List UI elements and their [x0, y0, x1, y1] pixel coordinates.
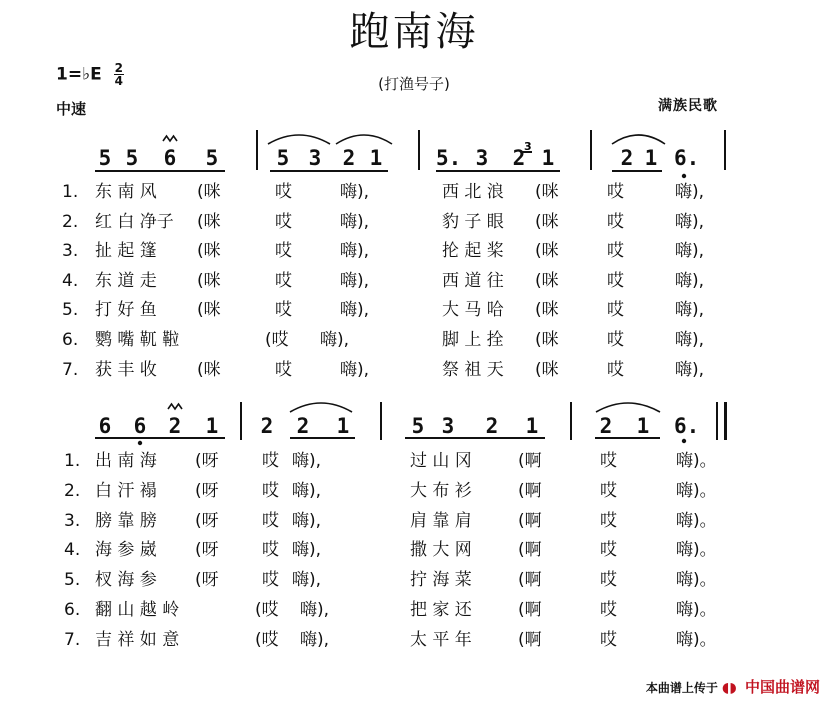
lyric-a: 打 好 鱼: [95, 300, 157, 321]
note: 3: [308, 146, 322, 170]
lyric-d: 嗨),: [300, 600, 330, 620]
note: 1: [205, 414, 219, 438]
note: 1: [369, 146, 383, 170]
lyric-b: (呀: [195, 510, 219, 531]
mordent-icon: [168, 404, 182, 409]
lyric-f: (咪: [535, 241, 559, 262]
lyric-h: 嗨),: [675, 300, 705, 321]
note: 2: [342, 146, 356, 170]
lyric-d: 嗨),: [300, 629, 330, 650]
lyric-e: 西 道 往: [442, 270, 504, 291]
lyric-d: 嗨),: [340, 359, 370, 380]
lyric-a: 东 道 走: [95, 270, 157, 291]
lyric-d: 嗨),: [340, 241, 370, 262]
song-origin: 满族民歌: [658, 98, 718, 114]
lyric-c: 哎: [262, 451, 279, 471]
lyric-f: (咪: [535, 270, 559, 291]
lyric-g: 哎: [600, 510, 617, 531]
note: 5: [276, 146, 290, 170]
lyric-num: 1.: [64, 451, 81, 471]
lyric-a: 吉 祥 如 意: [95, 629, 180, 650]
note: 2: [168, 414, 182, 438]
lyric-num: 5.: [64, 570, 81, 591]
lyric-d: 嗨),: [340, 211, 370, 232]
lyric-h: 嗨),: [675, 241, 705, 262]
lyric-g: 哎: [600, 540, 617, 561]
lyric-b: (哎: [255, 629, 279, 650]
octave-dot-below: [138, 441, 142, 445]
lyric-g: 哎: [607, 300, 624, 321]
lyric-a: 红 白 净子: [95, 211, 174, 232]
bar-line: [570, 402, 572, 440]
lyric-h: 嗨)。: [676, 451, 717, 471]
lyric-a: 膀 靠 膀: [95, 510, 157, 531]
lyric-f: (咪: [535, 359, 559, 380]
lyric-h: 嗨)。: [676, 600, 717, 620]
grace-note: 3: [524, 140, 532, 153]
lyric-h: 嗨),: [675, 359, 705, 380]
mordent-icon: [163, 136, 177, 141]
lyric-g: 哎: [607, 182, 624, 202]
lyric-f: (啊: [518, 451, 542, 471]
lyric-c: 哎: [275, 270, 292, 291]
slur: [290, 403, 352, 412]
note: 3: [475, 146, 489, 170]
lyric-f: (咪: [535, 300, 559, 321]
lyric-d: 嗨),: [292, 570, 322, 591]
lyric-d: 嗨),: [292, 480, 322, 501]
bar-line: [590, 130, 592, 170]
lyric-a: 翻 山 越 岭: [95, 600, 180, 620]
lyric-num: 7.: [62, 359, 79, 380]
note: 6.: [674, 414, 700, 438]
note: 2: [485, 414, 499, 438]
lyric-g: 哎: [600, 600, 617, 620]
lyric-a: 鹦 嘴 靰 鞡: [95, 330, 180, 350]
lyric-num: 2.: [64, 480, 81, 501]
lyric-d: 嗨),: [340, 300, 370, 321]
lyric-c: 哎: [275, 182, 292, 202]
lyric-e: 把 家 还: [410, 600, 472, 620]
lyric-g: 哎: [607, 330, 624, 350]
octave-dot-below: [682, 439, 686, 443]
footer-text: 本曲谱上传于: [645, 681, 718, 695]
lyric-e: 祭 祖 天: [442, 359, 504, 380]
lyric-d: 嗨),: [292, 510, 322, 531]
lyric-f: (啊: [518, 480, 542, 501]
lyric-f: (咪: [535, 182, 559, 202]
lyric-h: 嗨)。: [676, 480, 717, 501]
lyric-e: 拧 海 菜: [410, 570, 472, 591]
lyric-e: 大 布 衫: [410, 480, 472, 501]
lyric-b: (咪: [197, 211, 221, 232]
lyric-num: 6.: [62, 330, 79, 350]
note: 6: [98, 414, 112, 438]
time-signature-bottom: 4: [114, 74, 123, 88]
lyric-b: (呀: [195, 570, 219, 591]
slur: [336, 135, 392, 144]
lyric-b: (咪: [197, 270, 221, 291]
note: 5: [411, 414, 425, 438]
lyric-f: (啊: [518, 540, 542, 561]
lyric-num: 4.: [64, 540, 81, 561]
footer: [646, 676, 820, 697]
lyric-b: (呀: [195, 540, 219, 561]
note: 2: [620, 146, 634, 170]
note: 3: [441, 414, 455, 438]
note: 1: [644, 146, 658, 170]
lyric-g: 哎: [600, 570, 617, 591]
lyric-c: 哎: [262, 480, 279, 501]
lyric-a: 获 丰 收: [95, 359, 157, 380]
lyric-b: (呀: [195, 451, 219, 471]
bar-line: [256, 130, 258, 170]
octave-dot-below: [682, 174, 686, 178]
note: 1: [525, 414, 539, 438]
bar-line: [724, 130, 726, 170]
lyric-h: 嗨),: [675, 270, 705, 291]
lyric-e: 肩 靠 肩: [410, 510, 472, 531]
lyric-num: 2.: [62, 211, 79, 232]
lyric-c: 哎: [262, 540, 279, 561]
note: 2: [296, 414, 310, 438]
key-signature: [56, 62, 124, 87]
lyric-f: (咪: [535, 330, 559, 350]
lyric-h: 嗨)。: [676, 570, 717, 591]
lyric-f: (咪: [535, 211, 559, 232]
lyric-c: 哎: [275, 211, 292, 232]
lyric-c: 哎: [275, 359, 292, 380]
slur: [596, 403, 660, 412]
lyric-g: 哎: [600, 629, 617, 650]
tempo-marking: 中速: [56, 100, 87, 118]
note: 2: [260, 414, 274, 438]
lyric-h: 嗨),: [675, 330, 705, 350]
lyric-num: 3.: [62, 241, 79, 262]
lyric-g: 哎: [607, 359, 624, 380]
lyric-e: 过 山 冈: [410, 451, 472, 471]
lyric-num: 1.: [62, 182, 79, 202]
lyric-c: 哎: [262, 510, 279, 531]
lyric-e: 脚 上 拴: [442, 330, 504, 350]
lyric-b: (咪: [197, 182, 221, 202]
lyric-f: (啊: [518, 600, 542, 620]
lyric-e: 撒 大 网: [410, 540, 472, 561]
note: 2: [599, 414, 613, 438]
note: 5: [205, 146, 219, 170]
lyric-b: (咪: [197, 241, 221, 262]
lyric-b: (哎: [255, 600, 279, 620]
lyric-c: 哎: [275, 300, 292, 321]
slur: [268, 135, 330, 144]
lyric-h: 嗨)。: [676, 629, 717, 650]
lyric-c: 哎: [275, 241, 292, 262]
time-signature-top: 2: [114, 61, 123, 75]
note: 6: [133, 414, 147, 438]
lyric-d: 嗨),: [292, 540, 322, 561]
lyric-num: 7.: [64, 629, 81, 650]
lyric-b: (呀: [195, 480, 219, 501]
note: 6: [163, 146, 177, 170]
lyric-e: 抡 起 桨: [442, 241, 504, 262]
note: 5.: [436, 146, 462, 170]
lyric-a: 东 南 风: [95, 182, 157, 202]
lyric-h: 嗨)。: [676, 510, 717, 531]
lyric-num: 3.: [64, 510, 81, 531]
lyric-a: 海 参 崴: [95, 540, 157, 561]
lyric-d: 嗨),: [340, 182, 370, 202]
key-text: 1=♭E: [56, 64, 102, 85]
lyric-f: (啊: [518, 570, 542, 591]
lyric-e: 西 北 浪: [442, 182, 504, 202]
lyric-a: 扯 起 篷: [95, 241, 157, 262]
note: 1: [636, 414, 650, 438]
bar-line: [240, 402, 242, 440]
bar-line: [418, 130, 420, 170]
lyric-e: 豹 子 眼: [442, 211, 504, 232]
note: 6.: [674, 146, 700, 170]
slur: [612, 135, 665, 144]
lyric-g: 哎: [607, 241, 624, 262]
lyric-f: (啊: [518, 629, 542, 650]
note: 2: [512, 146, 526, 170]
lyric-d: 嗨),: [340, 270, 370, 291]
lyric-c: 哎: [262, 570, 279, 591]
brand-logo-icon: ◖◗: [722, 680, 737, 696]
lyric-h: 嗨),: [675, 182, 705, 202]
lyric-d: 嗨),: [320, 330, 350, 350]
final-bar-line: [724, 402, 727, 440]
footer-brand: 中国曲谱网: [744, 678, 820, 696]
subtitle: (打渔号子): [378, 75, 450, 93]
lyric-d: 嗨),: [292, 451, 322, 471]
lyric-g: 哎: [600, 480, 617, 501]
lyric-a: 杈 海 参: [95, 570, 157, 591]
bar-line: [380, 402, 382, 440]
lyric-g: 哎: [607, 270, 624, 291]
lyric-f: (啊: [518, 510, 542, 531]
page-title: 跑南海: [349, 9, 479, 55]
note: 1: [336, 414, 350, 438]
lyric-e: 太 平 年: [410, 629, 472, 650]
lyric-b: (咪: [197, 359, 221, 380]
lyric-h: 嗨),: [675, 211, 705, 232]
lyric-num: 4.: [62, 270, 79, 291]
lyric-a: 出 南 海: [95, 451, 157, 471]
note: 1: [541, 146, 555, 170]
final-bar-line: [716, 402, 718, 440]
lyric-g: 哎: [607, 211, 624, 232]
note: 5: [98, 146, 112, 170]
note: 5: [125, 146, 139, 170]
lyric-e: 大 马 哈: [442, 300, 504, 321]
lyric-g: 哎: [600, 451, 617, 471]
lyric-num: 5.: [62, 300, 79, 321]
lyric-num: 6.: [64, 600, 81, 620]
lyric-b: (咪: [197, 300, 221, 321]
lyric-h: 嗨)。: [676, 540, 717, 561]
time-signature: [114, 62, 124, 87]
lyric-a: 白 汗 褟: [95, 480, 157, 501]
lyric-b: (哎: [265, 330, 289, 350]
